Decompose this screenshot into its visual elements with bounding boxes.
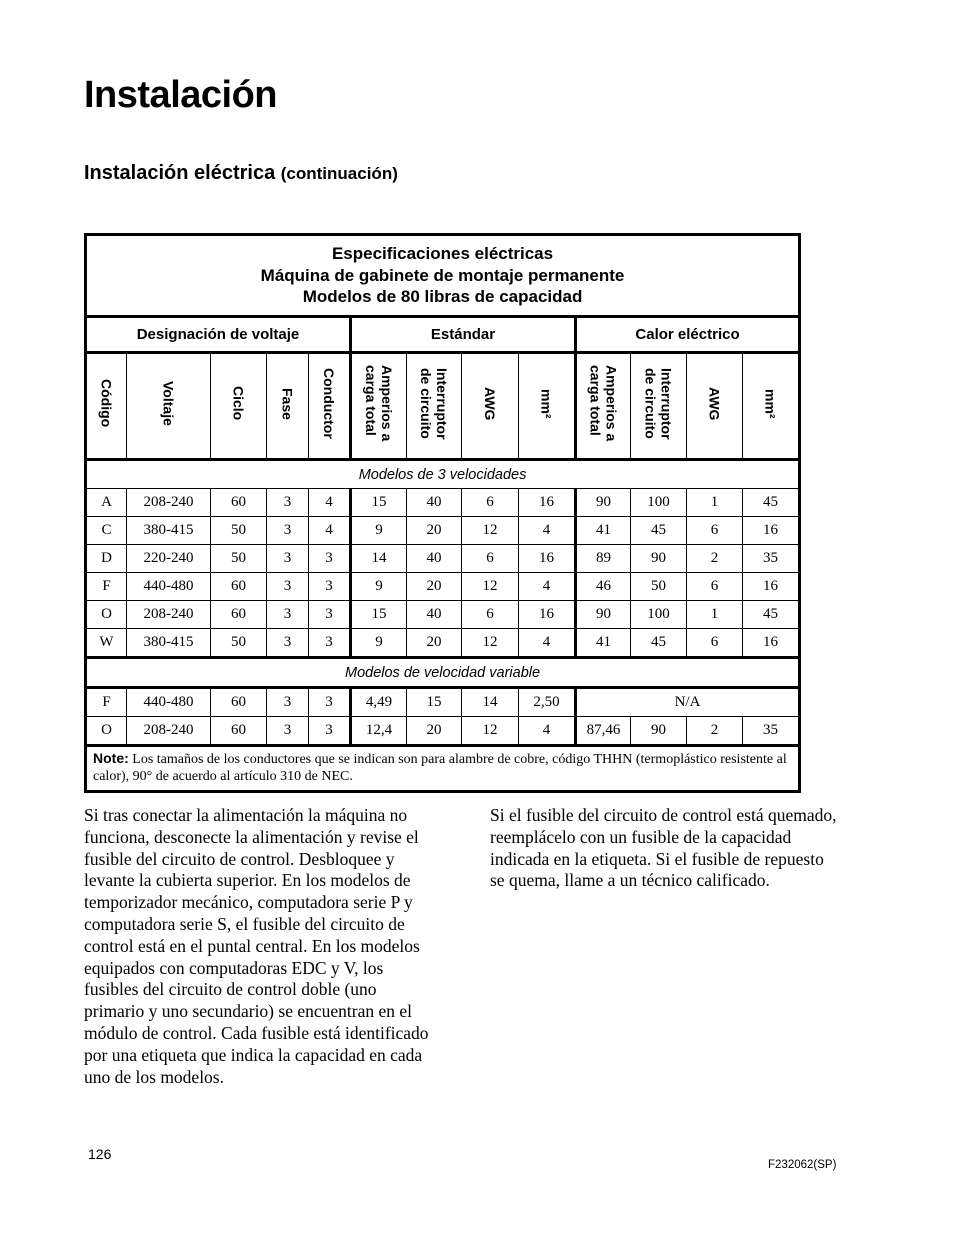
table-cell: 89 — [576, 545, 631, 573]
table-cell: 4 — [309, 517, 351, 545]
table-cell: 12 — [462, 573, 519, 601]
column-header-label: Interruptor de circuito — [642, 367, 675, 440]
table-cell: 16 — [743, 517, 800, 545]
table-cell: 100 — [631, 601, 687, 629]
note-text: Los tamaños de los conductores que se indican son para alambre de cobre, código THHN (termoplástico resistente al calor), 90° de acuerdo al artículo 310 de NEC. — [93, 752, 787, 784]
table-cell: 1 — [687, 601, 743, 629]
column-header — [127, 353, 211, 460]
table-cell: 40 — [407, 545, 462, 573]
table-cell: 20 — [407, 629, 462, 658]
table-cell: 220-240 — [127, 545, 211, 573]
table-cell: 208-240 — [127, 489, 211, 517]
document-code: F232062(SP) — [768, 1159, 837, 1171]
section-continuation: (continuación) — [280, 164, 398, 183]
table-cell: W — [86, 629, 127, 658]
group-header-standard: Estándar — [351, 317, 576, 353]
note-label: Note: — [93, 750, 129, 766]
column-header — [687, 353, 743, 460]
table-row — [86, 601, 800, 629]
table-cell: 16 — [519, 545, 576, 573]
table-cell: 90 — [631, 717, 687, 746]
table-cell: 3 — [267, 489, 309, 517]
table-cell: 3 — [309, 629, 351, 658]
table-cell: 50 — [211, 545, 267, 573]
table-cell: 90 — [576, 601, 631, 629]
table-cell: 45 — [631, 517, 687, 545]
table-cell: 208-240 — [127, 601, 211, 629]
column-header — [267, 353, 309, 460]
table-cell: 9 — [351, 517, 407, 545]
column-header-label: mm² — [762, 388, 779, 419]
table-cell: 4 — [519, 629, 576, 658]
column-header — [211, 353, 267, 460]
table-cell: 6 — [687, 573, 743, 601]
table-cell: 14 — [462, 688, 519, 717]
table-cell: 3 — [267, 545, 309, 573]
table-cell: D — [86, 545, 127, 573]
table-cell: 1 — [687, 489, 743, 517]
column-header — [519, 353, 576, 460]
table-cell: 16 — [519, 601, 576, 629]
table-cell: 3 — [267, 573, 309, 601]
table-cell: F — [86, 573, 127, 601]
table-cell: 12,4 — [351, 717, 407, 746]
body-text-right: Si el fusible del circuito de control está quemado, reemplácelo con un fusible de la capacidad indicada en la etiqueta. Si el fusible de repuesto se quema, llame a un técnico calificado. — [490, 805, 837, 891]
table-cell: 3 — [267, 601, 309, 629]
table-cell: 3 — [267, 517, 309, 545]
page-number: 126 — [88, 1146, 112, 1162]
table-cell: 208-240 — [127, 717, 211, 746]
table-cell: 14 — [351, 545, 407, 573]
table-cell: 2 — [687, 717, 743, 746]
table-row — [86, 573, 800, 601]
column-header-label: AWG — [482, 386, 498, 421]
column-header-label: Fase — [279, 387, 296, 420]
section-subheader: Modelos de 3 velocidades — [86, 460, 800, 489]
table-cell: 87,46 — [576, 717, 631, 746]
table-row — [86, 717, 800, 746]
table-cell: 90 — [631, 545, 687, 573]
table-cell: 16 — [743, 629, 800, 658]
table-cell: 50 — [631, 573, 687, 601]
table-row — [86, 629, 800, 658]
table-cell: 41 — [576, 517, 631, 545]
table-cell: 4,49 — [351, 688, 407, 717]
table-cell: 45 — [743, 601, 800, 629]
column-header-label: Código — [98, 379, 115, 428]
table-title — [86, 235, 800, 317]
table-cell: 90 — [576, 489, 631, 517]
table-cell: 16 — [519, 489, 576, 517]
table-cell: O — [86, 601, 127, 629]
table-cell: C — [86, 517, 127, 545]
table-cell: 3 — [309, 573, 351, 601]
column-header — [309, 353, 351, 460]
table-cell: 16 — [743, 573, 800, 601]
table-cell: 50 — [211, 629, 267, 658]
table-cell: 380-415 — [127, 629, 211, 658]
table-cell: 41 — [576, 629, 631, 658]
table-cell: 12 — [462, 629, 519, 658]
table-cell: 45 — [631, 629, 687, 658]
electrical-spec-table — [84, 233, 801, 793]
table-row — [86, 517, 800, 545]
table-row — [86, 489, 800, 517]
table-cell: 6 — [462, 545, 519, 573]
table-cell: 35 — [743, 545, 800, 573]
table-title-line-2: Máquina de gabinete de montaje permanente — [260, 265, 625, 285]
table-cell: 40 — [407, 601, 462, 629]
table-cell: 60 — [211, 573, 267, 601]
table-cell: 3 — [309, 545, 351, 573]
column-header-label: Ciclo — [230, 386, 247, 421]
column-header-label: Conductor — [321, 368, 337, 439]
section-heading-text: Instalación eléctrica — [84, 162, 276, 184]
column-header-label: Voltaje — [160, 381, 177, 426]
table-cell: 2 — [687, 545, 743, 573]
table-cell: 4 — [519, 573, 576, 601]
column-header — [86, 353, 127, 460]
section-subheader: Modelos de velocidad variable — [86, 658, 800, 688]
table-cell: 4 — [309, 489, 351, 517]
table-cell: O — [86, 717, 127, 746]
table-cell: A — [86, 489, 127, 517]
table-cell: 12 — [462, 717, 519, 746]
table-cell: 60 — [211, 601, 267, 629]
table-cell: N/A — [576, 688, 800, 717]
table-cell: 6 — [687, 517, 743, 545]
table-cell: 9 — [351, 629, 407, 658]
column-header-label: Interruptor de circuito — [418, 367, 450, 440]
section-heading — [84, 162, 398, 185]
table-cell: 20 — [407, 573, 462, 601]
table-cell: 3 — [309, 601, 351, 629]
table-cell: 6 — [462, 601, 519, 629]
table-title-line-1: Especificaciones eléctricas — [331, 244, 554, 264]
table-cell: 15 — [351, 489, 407, 517]
table-cell: 3 — [309, 688, 351, 717]
table-cell: 20 — [407, 717, 462, 746]
table-cell: 440-480 — [127, 688, 211, 717]
table-cell: 9 — [351, 573, 407, 601]
table-cell: 380-415 — [127, 517, 211, 545]
column-header-label: Amperios a carga total — [363, 365, 395, 442]
table-cell: 3 — [309, 717, 351, 746]
group-header-electric-heat: Calor eléctrico — [576, 317, 800, 353]
table-title-line-3: Modelos de 80 libras de capacidad — [302, 287, 583, 307]
table-cell: 440-480 — [127, 573, 211, 601]
column-header-label: AWG — [706, 386, 723, 421]
column-header — [351, 353, 407, 460]
table-cell: 60 — [211, 489, 267, 517]
table-cell: F — [86, 688, 127, 717]
column-header-label: Amperios a carga total — [587, 365, 620, 442]
page-title: Instalación — [84, 74, 277, 116]
column-header — [407, 353, 462, 460]
table-cell: 20 — [407, 517, 462, 545]
column-header-label: mm² — [538, 388, 555, 419]
table-cell: 6 — [462, 489, 519, 517]
table-cell: 45 — [743, 489, 800, 517]
table-cell: 4 — [519, 717, 576, 746]
column-header — [462, 353, 519, 460]
table-row — [86, 688, 800, 717]
table-cell: 60 — [211, 688, 267, 717]
table-note — [86, 746, 800, 792]
table-cell: 40 — [407, 489, 462, 517]
table-cell: 2,50 — [519, 688, 576, 717]
table-cell: 3 — [267, 717, 309, 746]
column-header — [631, 353, 687, 460]
table-cell: 35 — [743, 717, 800, 746]
table-cell: 12 — [462, 517, 519, 545]
column-header — [576, 353, 631, 460]
group-header-voltage: Designación de voltaje — [86, 317, 351, 353]
table-cell: 46 — [576, 573, 631, 601]
table-cell: 60 — [211, 717, 267, 746]
table-cell: 50 — [211, 517, 267, 545]
table-cell: 3 — [267, 688, 309, 717]
table-row — [86, 545, 800, 573]
table-cell: 3 — [267, 629, 309, 658]
table-cell: 6 — [687, 629, 743, 658]
table-cell: 15 — [407, 688, 462, 717]
table-cell: 15 — [351, 601, 407, 629]
body-text-left: Si tras conectar la alimentación la máquina no funciona, desconecte la alimentación y revise el fusible del circuito de control. Desbloquee y levante la cubierta superior. En los modelos de temporizador mecánico, computadora serie P y computadora serie S, el fusible del circuito de control está en el puntal central. En los modelos equipados con computadoras EDC y V, los fusibles del circuito de control doble (uno primario y uno secundario) se encuentran en el módulo de control. Cada fusible está identificado por una etiqueta que indica la capacidad en cada uno de los modelos. — [84, 805, 429, 1087]
table-cell: 4 — [519, 517, 576, 545]
column-header — [743, 353, 800, 460]
table-cell: 100 — [631, 489, 687, 517]
